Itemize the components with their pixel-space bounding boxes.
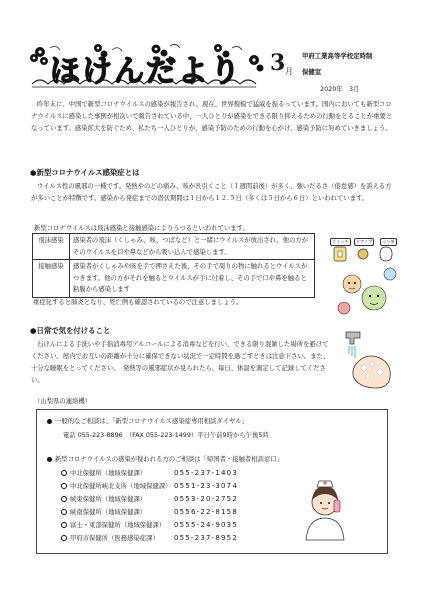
office-name: 富士・東部保健所（地域保健課） bbox=[70, 522, 166, 529]
germs-artwork bbox=[330, 238, 402, 323]
table-row bbox=[33, 234, 315, 260]
list-item bbox=[61, 533, 238, 542]
office-name: 峡東保健所（地域保健課） bbox=[70, 496, 147, 503]
office-phone: 0555-24-9035 bbox=[174, 521, 238, 529]
circle-bullet-icon bbox=[61, 535, 67, 541]
strap-tag: つり革 bbox=[382, 239, 395, 244]
circle-bullet-icon bbox=[61, 522, 67, 528]
doorknob-tag: ドアノブ bbox=[356, 239, 373, 244]
bullet-icon bbox=[47, 419, 52, 424]
list-item bbox=[61, 507, 238, 516]
severity-warning: 重症化すると肺炎となり、死亡例も確認されているので注意しましょう。 bbox=[33, 299, 243, 306]
office-phone: 0553-20-2752 bbox=[174, 495, 238, 503]
list-item bbox=[61, 494, 238, 503]
route-name: 飛沫感染 bbox=[33, 234, 70, 260]
office-name: 中北保健所（地域保健課） bbox=[70, 470, 147, 477]
office-name: 中北保健所峡北支所（地域保健課） bbox=[70, 483, 172, 490]
handwashing-artwork bbox=[336, 328, 400, 392]
general-contact-label bbox=[47, 416, 248, 425]
nurse-phone-illustration bbox=[296, 474, 354, 542]
nurse-artwork bbox=[296, 474, 354, 542]
route-name: 接触感染 bbox=[33, 260, 70, 298]
transmission-lead: 新型コロナウイルスは飛沫感染と接触感染によりうつるといわれています。 bbox=[34, 225, 249, 232]
circle-bullet-icon bbox=[61, 496, 67, 502]
suspected-contact-label bbox=[47, 454, 283, 463]
contact-region-label: （山梨県の連絡機） bbox=[34, 398, 92, 405]
office-name: 峡南保健所（地域保健課） bbox=[70, 509, 147, 516]
list-item bbox=[61, 481, 238, 490]
office-name: 甲府市保健所（医務感染症課） bbox=[70, 535, 159, 542]
suspected-contact-text: 新型コロナウイルスの感染が疑われる方のご相談は「帰国者・接触者相談窓口」 bbox=[55, 456, 283, 463]
publication-date: 2020年 3月 bbox=[320, 85, 360, 93]
office-phone: 055-237-8952 bbox=[174, 534, 238, 542]
bullet-icon bbox=[47, 457, 52, 462]
health-office-name: 保健室 bbox=[302, 68, 322, 76]
general-contact-phone: 電話 055-223-8896 （FAX 055-223-1499）平日午前9時から午後5時 bbox=[63, 432, 269, 439]
circle-bullet-icon bbox=[61, 483, 67, 489]
route-description: 感染者がくしゃみや咳を手で押さえた後、その手で周りの物に触れるとウイルスがつきます。他の方がそれを触るとウイルスが手に付着し、その手で口や鼻を触ると粘膜から感染します bbox=[70, 260, 315, 298]
list-item bbox=[61, 468, 238, 477]
route-description: 感染者の飛沫（くしゃみ、咳、つばなど）と一緒にウイルスが放出され、他の方がそのウイルスを口や鼻などから吸い込んで感染します。 bbox=[70, 234, 315, 260]
school-name: 甲府工業高等学校定時制 bbox=[302, 52, 373, 60]
circle-bullet-icon bbox=[61, 509, 67, 515]
list-item bbox=[61, 520, 238, 529]
table-row bbox=[33, 260, 315, 298]
switch-tag: スイッチ bbox=[332, 239, 349, 244]
section-heading-covid: ●新型コロナウイルス感染症とは bbox=[30, 168, 140, 177]
section-heading-daily-care: ●日常で気を付けること bbox=[30, 326, 111, 335]
general-contact-text: 一般的なご相談は、「新型コロナウイルス感染症専用相談ダイヤル」 bbox=[55, 418, 248, 425]
newsletter-title: ほけんだより bbox=[50, 54, 242, 89]
handwashing-illustration bbox=[336, 328, 400, 392]
daily-care-paragraph: 石けんによる手洗いや手指消毒用アルコールによる消毒などを行い、できる限り混雑した場所を避けてください。屋内でお互いの距離が十分に確保できない状況で一定時間を過ごすときは注意下さい。また、十分な睡眠をとってください。 発熱等の風邪症状が見られたら、毎日、体温を測定して記録してください。 bbox=[31, 341, 330, 384]
office-phone: 0551-23-3074 bbox=[174, 482, 238, 490]
masthead-banner bbox=[28, 40, 268, 92]
covid-description: ウイルス性の風邪の一種です。発熱やのどの痛み、咳が長引くこと（１週間前後）が多く、強いだるさ（倦怠感）を訴える方が多いことが特徴です。感染から発症までの潜伏期間は１日から１２.５日（多くは５日から６日）といわれています。 bbox=[31, 183, 392, 202]
circle-bullet-icon bbox=[61, 470, 67, 476]
intro-paragraph: 昨年末に、中国で新型コロナウイルスの感染が報告され、現在、世界規模で猛威を振るっています。国内においても新型コロナウイルスに感染した事例が相次いで報告されている中、一人ひとりが感染をできる限り抑えるための行動をとることが重要となっています。感染拡大を防ぐため、私たち一人ひとりが、感染予防のための行動を心がけ、感染予防に努めていきましょう。 bbox=[31, 101, 393, 132]
office-phone: 0556-22-8158 bbox=[174, 508, 238, 516]
month-suffix: 月 bbox=[285, 67, 293, 76]
transmission-table bbox=[32, 233, 315, 298]
germs-illustration bbox=[330, 238, 402, 323]
month-number: 3 bbox=[270, 50, 286, 76]
office-phone: 055-237-1403 bbox=[174, 469, 238, 477]
